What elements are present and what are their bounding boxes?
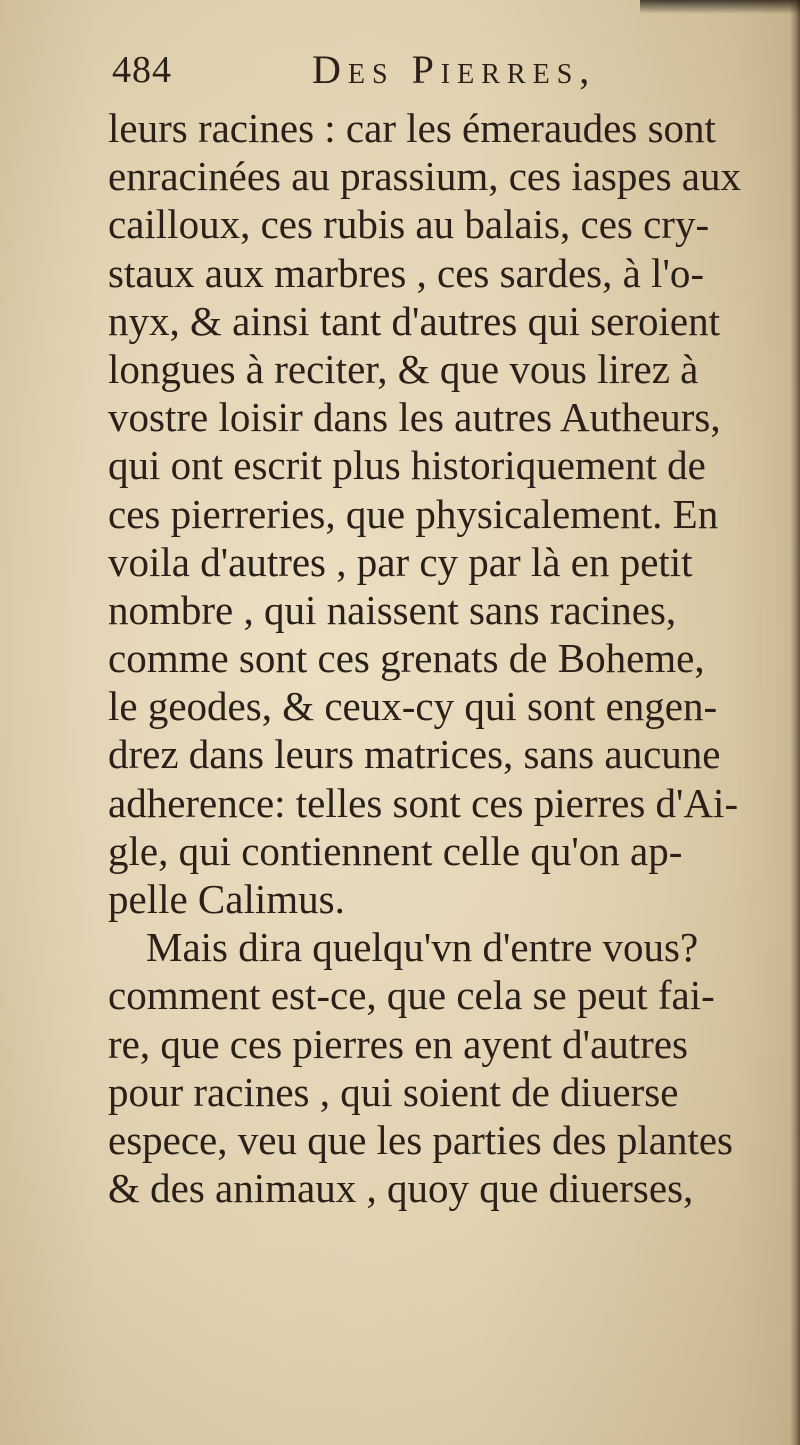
text-line: gle, qui contiennent celle qu'on ap- [108,827,683,874]
text-line: comme sont ces grenats de Boheme, [108,635,705,682]
page-number: 484 [112,49,172,91]
text-line: vostre loisir dans les autres Autheurs, [108,394,721,441]
text-line: re, que ces pierres en ayent d'autres [108,1020,688,1067]
text-line: longues à reciter, & que vous lirez à [108,345,699,392]
text-line: ces pierreries, que physicalement. En [108,490,719,537]
text-line: Mais dira quelqu'vn d'entre vous? [146,924,699,971]
text-line: qui ont escrit plus historiquement de [108,442,706,489]
text-line: adherence: telles sont ces pierres d'Ai- [108,779,739,826]
text-line: staux aux marbres , ces sardes, à l'o- [108,249,704,296]
body-text [108,104,798,1212]
text-line: comment est-ce, que cela se peut fai- [108,972,715,1019]
text-line: espece, veu que les parties des plantes [108,1116,734,1163]
text-line: pour racines , qui soient de diuerse [108,1068,679,1115]
text-line: & des animaux , quoy que diuerses, [108,1165,694,1212]
text-line: cailloux, ces rubis au balais, ces cry- [108,201,710,248]
text-line: leurs racines : car les émeraudes sont [108,105,716,151]
text-line: nyx, & ainsi tant d'autres qui seroient [108,297,721,344]
text-line: drez dans leurs matrices, sans aucune [108,731,721,778]
running-title: Des Pierres, [312,47,597,92]
page-edge-shadow [640,0,800,14]
text-line: enracinées au prassium, ces iaspes aux [108,153,741,200]
text-line: voila d'autres , par cy par là en petit [108,538,693,585]
text-line: le geodes, & ceux-cy qui sont engen- [108,683,718,730]
text-line: nombre , qui naissent sans racines, [108,586,677,633]
text-line: pelle Calimus. [108,876,345,922]
page-header [112,44,672,100]
